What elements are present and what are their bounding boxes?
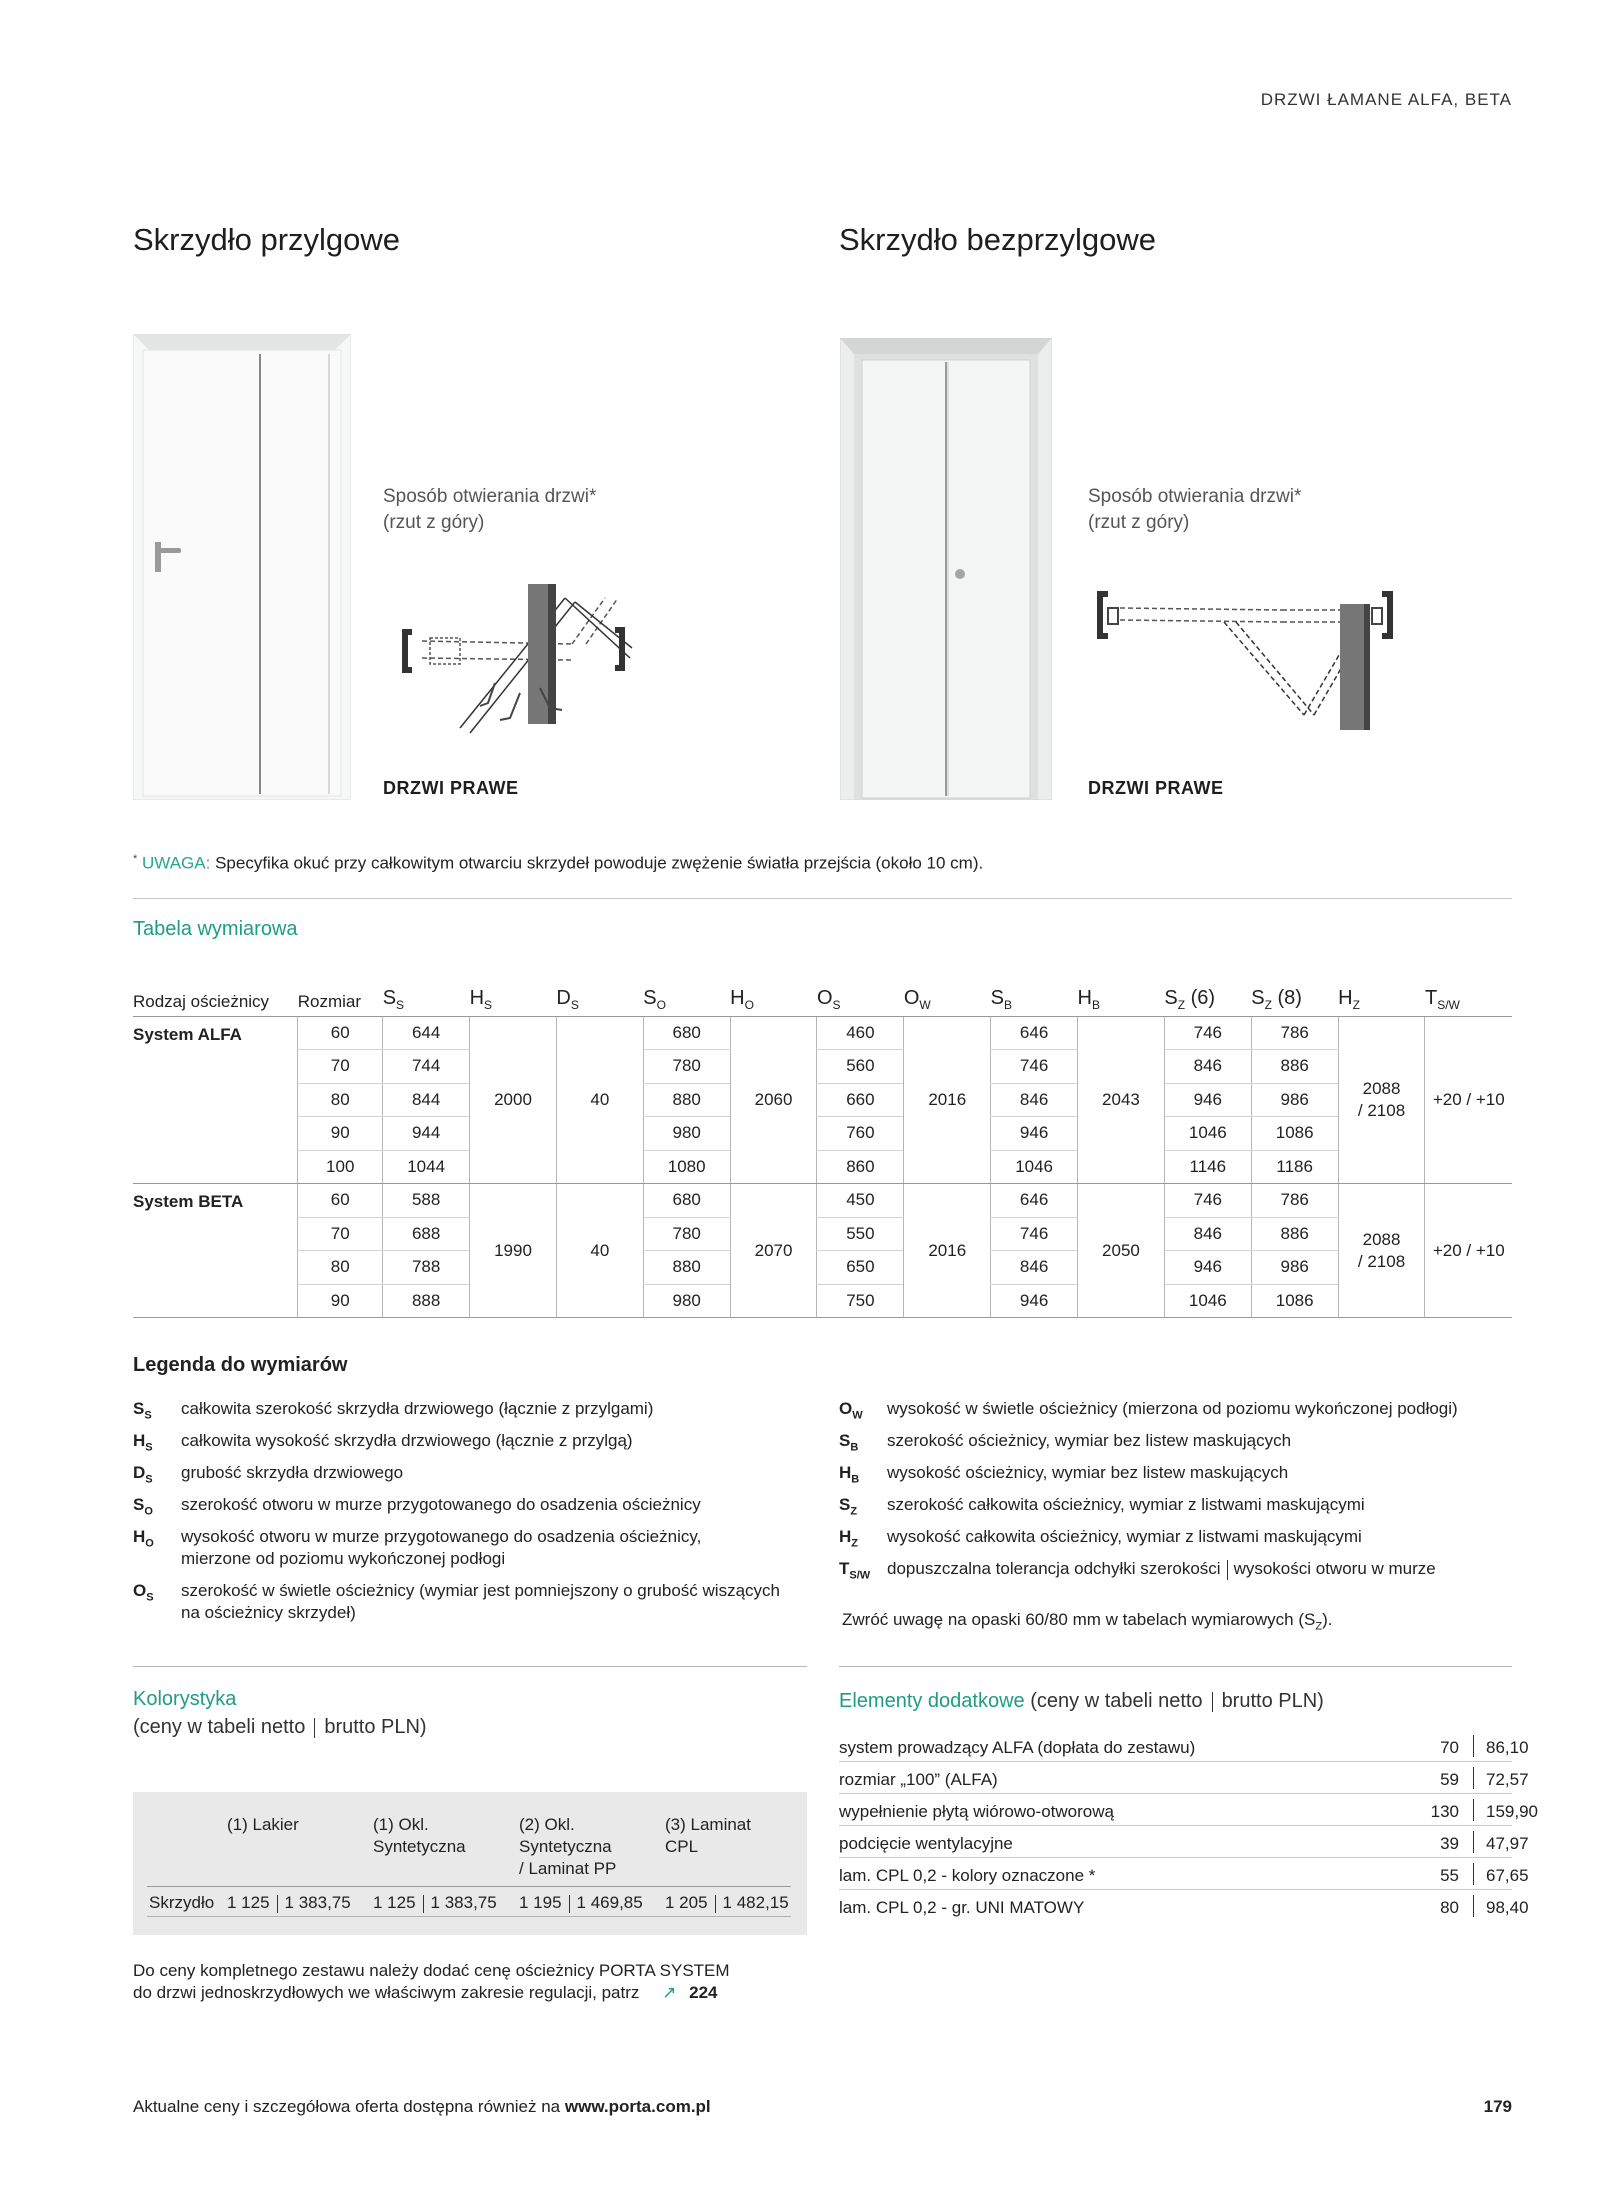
elementy-row: system prowadzący ALFA (dopłata do zestawu) 70 86,10 xyxy=(839,1730,1512,1762)
left-caption-line2: (rzut z góry) xyxy=(383,512,485,533)
cell-hs: 2000 xyxy=(470,1016,557,1184)
uwaga-note xyxy=(133,853,983,874)
right-caption-line2: (rzut z góry) xyxy=(1088,512,1190,533)
right-section-title: Skrzydło bezprzylgowe xyxy=(839,222,1157,257)
price-header-rule xyxy=(147,1886,791,1887)
cell-sb: 646 xyxy=(991,1016,1078,1050)
system-beta-label: System BETA xyxy=(133,1184,298,1318)
col-tsw: $T_{S/W}$ xyxy=(1425,986,1512,1016)
col-ds: $D_S$ xyxy=(556,986,643,1016)
door-rebated-image xyxy=(133,334,351,800)
kolorystyka-subtitle: (ceny w tabeli netto brutto PLN) xyxy=(133,1716,427,1738)
cell-hs: 1990 xyxy=(470,1184,557,1318)
kolorystyka-note: Do ceny kompletnego zestawu należy dodać cenę ościeżnicy PORTA SYSTEM do drzwi jednoskrzydłowych we właściwym zakresie regulacji, patrz ↗ 224 xyxy=(133,1961,730,2002)
cell-hb: 2043 xyxy=(1078,1016,1165,1184)
cell-rozmiar: 80 xyxy=(298,1251,383,1285)
cell-os: 650 xyxy=(817,1251,904,1285)
left-section-title: Skrzydło przylgowe xyxy=(133,222,401,257)
divider xyxy=(133,898,1512,899)
table-row xyxy=(133,1251,1512,1285)
cell-sz6: 746 xyxy=(1164,1016,1251,1050)
price-row-rule xyxy=(147,1916,791,1917)
cell-os: 560 xyxy=(817,1050,904,1084)
cell-ss: 744 xyxy=(383,1050,470,1084)
legend-title: Legenda do wymiarów xyxy=(133,1354,348,1376)
right-door-side-label: DRZWI PRAWE xyxy=(1088,778,1224,798)
elementy-row: podcięcie wentylacyjne 39 47,97 xyxy=(839,1826,1512,1858)
cell-sz6: 946 xyxy=(1164,1083,1251,1117)
cell-tsw: +20 / +10 xyxy=(1425,1184,1512,1318)
price-col-header: (1) Okl. Syntetyczna xyxy=(373,1815,466,1856)
table-header-row xyxy=(133,986,1512,1016)
cell-sz8: 886 xyxy=(1251,1050,1338,1084)
cell-sz6: 1146 xyxy=(1164,1150,1251,1184)
cell-sz8: 1186 xyxy=(1251,1150,1338,1184)
cell-sb: 646 xyxy=(991,1184,1078,1218)
price-cell: 1 195 1 469,85 xyxy=(519,1893,643,1912)
col-hz: $H_Z$ xyxy=(1338,986,1425,1016)
note-text: Specyfika okuć przy całkowitym otwarciu skrzydeł powoduje zwężenie światła przejścia (około 10 cm). xyxy=(215,853,984,873)
cell-sz6: 746 xyxy=(1164,1184,1251,1218)
cell-sb: 946 xyxy=(991,1117,1078,1151)
elementy-row: lam. CPL 0,2 - kolory oznaczone * 55 67,65 xyxy=(839,1858,1512,1890)
col-os: $O_S$ xyxy=(817,986,904,1016)
cell-rozmiar: 90 xyxy=(298,1117,383,1151)
legend-note: Zwróć uwagę na opaski 60/80 mm w tabelach wymiarowych $(S_Z)$. xyxy=(842,1610,1333,1633)
cell-so: 1080 xyxy=(643,1150,730,1184)
table-row xyxy=(133,1083,1512,1117)
cell-rozmiar: 60 xyxy=(298,1016,383,1050)
table-row xyxy=(133,1050,1512,1084)
cell-so: 680 xyxy=(643,1016,730,1050)
cell-so: 880 xyxy=(643,1251,730,1285)
cell-ss: 844 xyxy=(383,1083,470,1117)
cell-sz6: 1046 xyxy=(1164,1284,1251,1318)
price-col-header: (3) Laminat CPL xyxy=(665,1815,751,1856)
cell-ds: 40 xyxy=(556,1016,643,1184)
cell-sb: 746 xyxy=(991,1217,1078,1251)
cell-rozmiar: 70 xyxy=(298,1050,383,1084)
cell-ss: 688 xyxy=(383,1217,470,1251)
price-col-header: (1) Lakier xyxy=(227,1815,299,1834)
opening-diagram-left xyxy=(400,578,690,748)
cell-sz8: 1086 xyxy=(1251,1284,1338,1318)
header-tag: DRZWI ŁAMANE ALFA, BETA xyxy=(1260,90,1512,109)
cell-ss: 588 xyxy=(383,1184,470,1218)
cell-ho: 2070 xyxy=(730,1184,817,1318)
col-ow: $O_W$ xyxy=(904,986,991,1016)
cell-os: 450 xyxy=(817,1184,904,1218)
col-rodzaj: Rodzaj ościeżnicy xyxy=(133,986,298,1016)
cell-sb: 746 xyxy=(991,1050,1078,1084)
cell-sz8: 986 xyxy=(1251,1083,1338,1117)
dimension-table xyxy=(133,986,1512,1318)
price-cell: 1 125 1 383,75 xyxy=(373,1893,497,1912)
col-ss: $S_S$ xyxy=(383,986,470,1016)
table-row xyxy=(133,1016,1512,1050)
elementy-row: rozmiar „100” (ALFA) 59 72,57 xyxy=(839,1762,1512,1794)
table-row xyxy=(133,1284,1512,1318)
website-link[interactable]: www.porta.com.pl xyxy=(564,2097,711,2116)
col-hs: $H_S$ xyxy=(470,986,557,1016)
cell-rozmiar: 70 xyxy=(298,1217,383,1251)
col-so: $S_O$ xyxy=(643,986,730,1016)
cell-os: 760 xyxy=(817,1117,904,1151)
left-caption-line1: Sposób otwierania drzwi* xyxy=(383,486,597,507)
cell-sz6: 946 xyxy=(1164,1251,1251,1285)
kolorystyka-title: Kolorystyka xyxy=(133,1688,237,1710)
cell-sz8: 1086 xyxy=(1251,1117,1338,1151)
cell-sz6: 846 xyxy=(1164,1050,1251,1084)
cell-sb: 946 xyxy=(991,1284,1078,1318)
cell-ow: 2016 xyxy=(904,1016,991,1184)
elementy-title: Elementy dodatkowe xyxy=(839,1690,1025,1712)
cell-ss: 644 xyxy=(383,1016,470,1050)
cell-ss: 788 xyxy=(383,1251,470,1285)
table-title: Tabela wymiarowa xyxy=(133,918,298,940)
door-flush-image xyxy=(840,338,1052,800)
col-ho: $H_O$ xyxy=(730,986,817,1016)
system-alfa-label: System ALFA xyxy=(133,1016,298,1184)
col-sb: $S_B$ xyxy=(991,986,1078,1016)
cell-so: 780 xyxy=(643,1217,730,1251)
cell-so: 980 xyxy=(643,1284,730,1318)
divider xyxy=(839,1666,1512,1667)
cell-ho: 2060 xyxy=(730,1016,817,1184)
cell-sz8: 886 xyxy=(1251,1217,1338,1251)
cell-os: 860 xyxy=(817,1150,904,1184)
price-row-label: Skrzydło xyxy=(149,1893,215,1912)
cell-sb: 846 xyxy=(991,1083,1078,1117)
footer-text: Aktualne ceny i szczegółowa oferta dostępna również na www.porta.com.pl xyxy=(133,2097,711,2116)
cell-hb: 2050 xyxy=(1078,1184,1165,1318)
table-row xyxy=(133,1184,1512,1218)
cell-os: 750 xyxy=(817,1284,904,1318)
cell-rozmiar: 60 xyxy=(298,1184,383,1218)
col-rozmiar: Rozmiar xyxy=(298,986,383,1016)
elementy-row: wypełnienie płytą wiórowo-otworową 130 159,90 xyxy=(839,1794,1512,1826)
price-cell: 1 205 1 482,15 xyxy=(665,1893,789,1912)
cell-rozmiar: 100 xyxy=(298,1150,383,1184)
cell-sb: 846 xyxy=(991,1251,1078,1285)
cell-ss: 888 xyxy=(383,1284,470,1318)
elementy-header: Elementy dodatkowe (ceny w tabeli netto brutto PLN) xyxy=(839,1690,1324,1712)
col-sz6: $S_Z$ (6) xyxy=(1164,986,1251,1016)
cell-os: 660 xyxy=(817,1083,904,1117)
cell-os: 460 xyxy=(817,1016,904,1050)
cell-ow: 2016 xyxy=(904,1184,991,1318)
cell-ss: 944 xyxy=(383,1117,470,1151)
divider xyxy=(133,1666,807,1667)
col-hb: $H_B$ xyxy=(1078,986,1165,1016)
page-link-arrow-icon[interactable]: ↗ xyxy=(662,1983,677,2002)
opening-diagram-right xyxy=(1094,580,1404,740)
price-col-header: (2) Okl. Syntetyczna / Laminat PP xyxy=(519,1815,617,1878)
table-row xyxy=(133,1150,1512,1184)
note-star: * xyxy=(133,853,138,865)
cell-ds: 40 xyxy=(556,1184,643,1318)
cell-sz8: 786 xyxy=(1251,1184,1338,1218)
cell-tsw: +20 / +10 xyxy=(1425,1016,1512,1184)
cell-hz: 2088 / 2108 xyxy=(1338,1184,1425,1318)
elementy-row: lam. CPL 0,2 - gr. UNI MATOWY 80 98,40 xyxy=(839,1890,1512,1922)
cell-sz6: 1046 xyxy=(1164,1117,1251,1151)
page-number: 179 xyxy=(1483,2097,1512,2116)
price-cell: 1 125 1 383,75 xyxy=(227,1893,351,1912)
cell-hz: 2088 / 2108 xyxy=(1338,1016,1425,1184)
table-row xyxy=(133,1217,1512,1251)
col-sz8: $S_Z$ (8) xyxy=(1251,986,1338,1016)
cell-sz6: 846 xyxy=(1164,1217,1251,1251)
cell-ss: 1044 xyxy=(383,1150,470,1184)
cell-sb: 1046 xyxy=(991,1150,1078,1184)
cell-so: 880 xyxy=(643,1083,730,1117)
cell-so: 980 xyxy=(643,1117,730,1151)
page-reference-link[interactable]: 224 xyxy=(689,1983,718,2002)
cell-sz8: 786 xyxy=(1251,1016,1338,1050)
cell-sz8: 986 xyxy=(1251,1251,1338,1285)
note-label: UWAGA: xyxy=(142,853,211,873)
left-door-side-label: DRZWI PRAWE xyxy=(383,778,519,798)
cell-rozmiar: 90 xyxy=(298,1284,383,1318)
cell-os: 550 xyxy=(817,1217,904,1251)
right-caption-line1: Sposób otwierania drzwi* xyxy=(1088,486,1302,507)
cell-rozmiar: 80 xyxy=(298,1083,383,1117)
cell-so: 780 xyxy=(643,1050,730,1084)
cell-so: 680 xyxy=(643,1184,730,1218)
table-row xyxy=(133,1117,1512,1151)
price-table xyxy=(133,1792,807,1935)
